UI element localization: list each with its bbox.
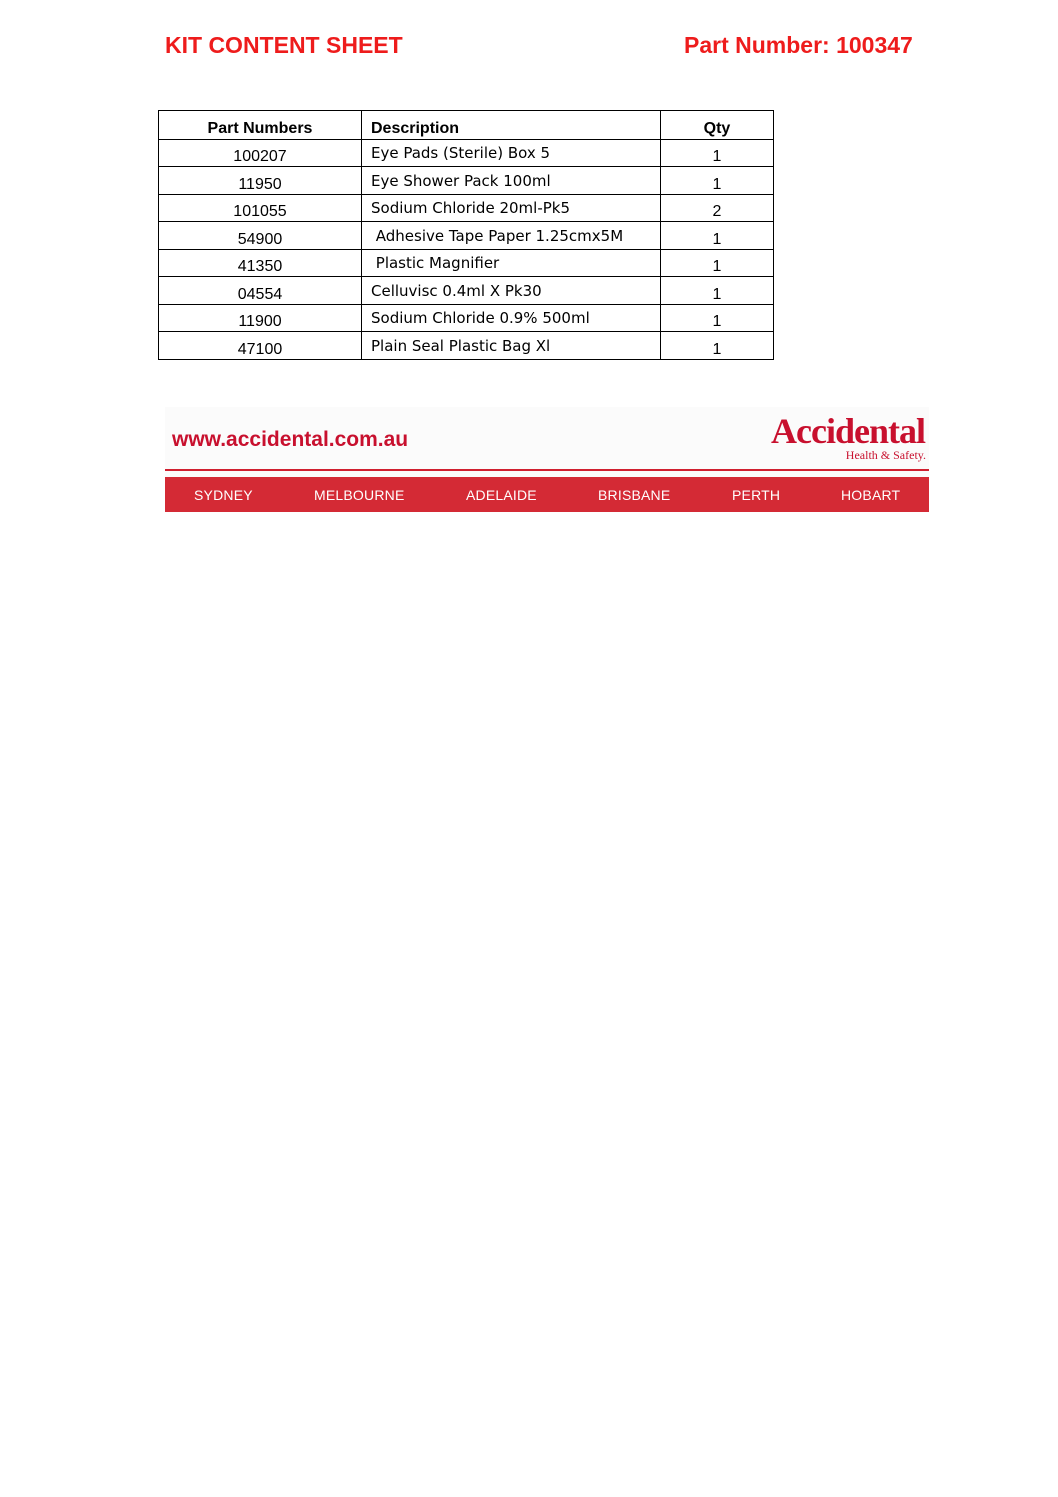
company-logo: Accidental (771, 411, 925, 451)
footer-banner (165, 407, 929, 512)
city-label: PERTH (732, 487, 781, 503)
description-cell: Celluvisc 0.4ml X Pk30 (362, 277, 661, 305)
table-row (159, 304, 774, 332)
kit-contents-table (158, 110, 774, 360)
city-label: BRISBANE (598, 487, 671, 503)
cities-bar (165, 477, 929, 512)
qty-cell: 1 (661, 139, 774, 167)
city-label: SYDNEY (194, 487, 253, 503)
qty-cell: 1 (661, 222, 774, 250)
table-row (159, 332, 774, 360)
part-number-cell: 100207 (159, 139, 362, 167)
table-row (159, 139, 774, 167)
table-row (159, 222, 774, 250)
part-number-cell: 04554 (159, 277, 362, 305)
table-row (159, 167, 774, 195)
description-cell: Plain Seal Plastic Bag Xl (362, 332, 661, 360)
description-cell: Eye Shower Pack 100ml (362, 167, 661, 195)
part-number-cell: 41350 (159, 249, 362, 277)
part-number-cell: 11900 (159, 304, 362, 332)
banner-divider (165, 469, 929, 471)
part-number-cell: 101055 (159, 194, 362, 222)
part-number-cell: 54900 (159, 222, 362, 250)
qty-cell: 1 (661, 304, 774, 332)
description-cell: Sodium Chloride 0.9% 500ml (362, 304, 661, 332)
column-header-qty: Qty (661, 111, 774, 140)
part-number-cell: 47100 (159, 332, 362, 360)
table-header-row (159, 111, 774, 140)
qty-cell: 1 (661, 249, 774, 277)
company-logo-tagline: Health & Safety. (845, 448, 926, 462)
table-row (159, 249, 774, 277)
qty-cell: 2 (661, 194, 774, 222)
city-label: MELBOURNE (314, 487, 405, 503)
description-cell: Sodium Chloride 20ml-Pk5 (362, 194, 661, 222)
description-cell: Eye Pads (Sterile) Box 5 (362, 139, 661, 167)
qty-cell: 1 (661, 277, 774, 305)
description-cell: Adhesive Tape Paper 1.25cmx5M (362, 222, 661, 250)
table-row (159, 194, 774, 222)
part-number-heading: Part Number: 100347 (684, 32, 913, 58)
table-row (159, 277, 774, 305)
qty-cell: 1 (661, 167, 774, 195)
description-cell: Plastic Magnifier (362, 249, 661, 277)
sheet-title: KIT CONTENT SHEET (165, 32, 403, 58)
column-header-part-numbers: Part Numbers (159, 111, 362, 140)
part-number-cell: 11950 (159, 167, 362, 195)
column-header-description: Description (362, 111, 661, 140)
qty-cell: 1 (661, 332, 774, 360)
city-label: HOBART (841, 487, 901, 503)
city-label: ADELAIDE (466, 487, 537, 503)
website-link[interactable]: www.accidental.com.au (172, 428, 409, 451)
